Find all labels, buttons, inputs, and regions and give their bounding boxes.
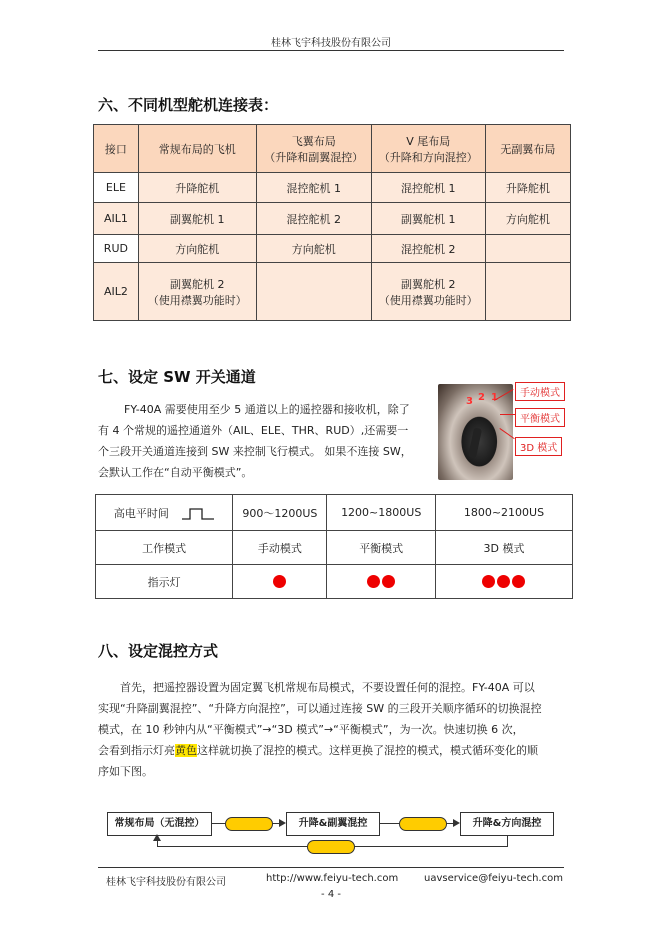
table-cell <box>485 235 570 263</box>
arrow-up-icon <box>153 834 161 841</box>
table-cell-line: 副翼舵机 2 <box>170 277 225 291</box>
switch-position-number: 3 <box>466 396 473 407</box>
page-number: - 4 - <box>321 889 341 900</box>
red-led-icon <box>482 575 495 588</box>
table-cell <box>485 263 570 321</box>
table-cell: 方向舵机 <box>138 235 256 263</box>
page-header: 桂林飞宇科技股份有限公司 <box>271 38 391 49</box>
footer-company: 桂林飞宇科技股份有限公司 <box>106 877 226 888</box>
header-cell-line: （升降和方向混控） <box>378 150 478 164</box>
table-cell: 3D 模式 <box>435 531 572 565</box>
transmitter-switch-photo <box>438 384 513 480</box>
table-cell: ELE <box>94 173 139 203</box>
highlighted-word: 黄色 <box>175 744 197 757</box>
header-cell-line: 飞翼布局 <box>291 134 336 148</box>
table-row <box>94 235 571 263</box>
servo-connection-table <box>93 124 571 321</box>
table-cell: 混控舵机 2 <box>371 235 485 263</box>
paragraph-line: 模式，在 10 秒钟内从“平衡模式”→“3D 模式”→“平衡模式”，为一次。快速切换 6 次， <box>98 723 524 736</box>
yellow-pill-icon <box>399 817 447 831</box>
header-cell-line: （升降和副翼混控） <box>264 150 364 164</box>
pulse-time-label: 高电平时间 <box>113 506 169 520</box>
paragraph-line: 实现“升降副翼混控”、“升降方向混控”，可以通过连接 SW 的三段开关顺序循环的切换混控 <box>98 702 542 715</box>
table-cell: 1200~1800US <box>327 495 436 531</box>
header-cell-line: V 尾布局 <box>406 134 451 148</box>
section-7-title: 七、设定 SW 开关通道 <box>98 368 256 386</box>
table-cell-line: （使用襟翼功能时） <box>147 293 247 307</box>
table-cell: 工作模式 <box>96 531 233 565</box>
arrow-right-icon <box>453 819 460 827</box>
header-cell: 接口 <box>94 125 139 173</box>
red-led-icon <box>497 575 510 588</box>
switch-lever-icon <box>468 427 482 458</box>
table-cell: 副翼舵机 1 <box>138 203 256 235</box>
balance-mode-label: 平衡模式 <box>515 408 565 427</box>
header-divider <box>98 50 564 51</box>
table-cell-line: 副翼舵机 2 <box>401 277 456 291</box>
text-run: 这样就切换了混控的模式。这样更换了混控的模式，模式循环变化的顺 <box>197 744 538 757</box>
footer-divider <box>98 867 564 868</box>
paragraph-line: 会默认工作在“自动平衡模式”。 <box>98 466 253 479</box>
header-cell: 无副翼布局 <box>485 125 570 173</box>
led-cell <box>233 565 327 599</box>
table-cell: 混控舵机 2 <box>256 203 371 235</box>
footer-email[interactable]: uavservice@feiyu-tech.com <box>424 873 563 884</box>
table-cell: AIL1 <box>94 203 139 235</box>
yellow-pill-icon <box>225 817 273 831</box>
table-cell: 方向舵机 <box>485 203 570 235</box>
red-led-icon <box>512 575 525 588</box>
header-cell <box>256 125 371 173</box>
yellow-pill-icon <box>307 840 355 854</box>
table-cell: 1800~2100US <box>435 495 572 531</box>
led-cell <box>435 565 572 599</box>
paragraph-line <box>98 740 564 761</box>
sw-mode-table <box>95 494 573 599</box>
switch-position-number: 1 <box>491 392 498 403</box>
table-row <box>94 173 571 203</box>
table-cell <box>256 263 371 321</box>
table-cell: 升降舵机 <box>138 173 256 203</box>
paragraph-line: FY-40A 需要使用至少 5 通道以上的遥控器和接收机，除了 <box>124 403 410 416</box>
table-row <box>96 531 573 565</box>
red-led-icon <box>367 575 380 588</box>
table-cell: 900～1200US <box>233 495 327 531</box>
flow-box-normal: 常规布局（无混控） <box>107 812 212 836</box>
table-row <box>96 565 573 599</box>
flow-box-elevon: 升降&副翼混控 <box>286 812 380 836</box>
text-run: 会看到指示灯亮 <box>98 744 175 757</box>
table-cell: 副翼舵机 1 <box>371 203 485 235</box>
paragraph-line: 有 4 个常规的遥控通道外（AIL、ELE、THR、RUD）,还需要一 <box>98 424 409 437</box>
paragraph-line: 个三段开关通道连接到 SW 来控制飞行模式。 如果不连接 SW， <box>98 445 412 458</box>
section-6-title: 六、不同机型舵机连接表： <box>98 96 279 114</box>
red-led-icon <box>273 575 286 588</box>
header-cell: 常规布局的飞机 <box>138 125 256 173</box>
arrow-right-icon <box>279 819 286 827</box>
table-cell: 指示灯 <box>96 565 233 599</box>
table-cell: 平衡模式 <box>327 531 436 565</box>
table-cell <box>371 263 485 321</box>
table-header-row <box>94 125 571 173</box>
table-cell: 升降舵机 <box>485 173 570 203</box>
section-8-title: 八、设定混控方式 <box>98 642 219 660</box>
table-cell: AIL2 <box>94 263 139 321</box>
table-cell-line: （使用襟翼功能时） <box>378 293 478 307</box>
header-cell <box>371 125 485 173</box>
callout-line <box>500 414 516 415</box>
table-cell: 方向舵机 <box>256 235 371 263</box>
table-row <box>94 263 571 321</box>
paragraph-line: 首先，把遥控器设置为固定翼飞机常规布局模式，不要设置任何的混控。FY-40A 可以 <box>120 681 535 694</box>
led-cell <box>327 565 436 599</box>
3d-mode-label: 3D 模式 <box>515 437 562 456</box>
section-8-paragraph <box>98 677 564 782</box>
table-cell <box>96 495 233 531</box>
pulse-waveform-icon <box>182 507 214 521</box>
red-led-icon <box>382 575 395 588</box>
section-7-paragraph <box>98 399 428 483</box>
table-cell: RUD <box>94 235 139 263</box>
switch-position-number: 2 <box>478 392 485 403</box>
table-cell: 混控舵机 1 <box>371 173 485 203</box>
table-row <box>94 203 571 235</box>
flow-box-vtail: 升降&方向混控 <box>460 812 554 836</box>
footer-url[interactable]: http://www.feiyu-tech.com <box>266 873 399 884</box>
manual-mode-label: 手动模式 <box>515 382 565 401</box>
table-cell <box>138 263 256 321</box>
paragraph-line: 序如下图。 <box>98 765 153 778</box>
loop-line <box>507 835 508 846</box>
table-row <box>96 495 573 531</box>
table-cell: 手动模式 <box>233 531 327 565</box>
table-cell: 混控舵机 1 <box>256 173 371 203</box>
